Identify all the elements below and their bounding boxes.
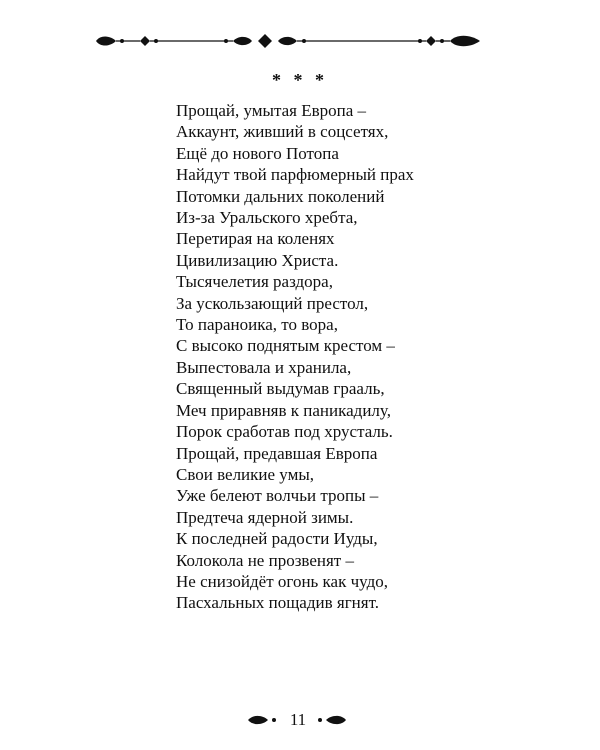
poem-line: С высоко поднятым крестом – — [176, 336, 395, 356]
poem-line: Порок сработав под хрусталь. — [176, 422, 393, 442]
poem-line: За ускользающий престол, — [176, 293, 369, 313]
poem-line: Аккаунт, живший в соцсетях, — [176, 122, 389, 142]
poem-line: Потомки дальних поколений — [176, 186, 385, 206]
poem-line: Найдут твой парфюмерный прах — [176, 165, 414, 185]
poem-line: Священный выдумав грааль, — [176, 379, 385, 399]
poem-line: Не снизойдёт огонь как чудо, — [176, 571, 388, 591]
poem-line: Прощай, умытая Европа – — [176, 101, 367, 120]
poem-line: Из-за Уральского хребта, — [176, 208, 358, 228]
section-separator: * * * — [272, 70, 328, 90]
page-footer — [0, 708, 600, 732]
poem-line: То параноика, то вора, — [176, 315, 338, 335]
poem-line: Уже белеют волчьи тропы – — [176, 486, 379, 506]
poem-line: Свои великие умы, — [176, 464, 315, 484]
poem-line: Перетирая на коленях — [176, 229, 335, 249]
poem-line: Предтеча ядерной зимы. — [176, 507, 354, 527]
decorative-flourish-icon — [246, 711, 278, 729]
poem-line: Прощай, предавшая Европа — [176, 443, 378, 463]
decorative-rule-icon — [92, 28, 492, 54]
poem-line: К последней радости Иуды, — [176, 529, 378, 549]
page-number: 11 — [289, 710, 307, 729]
poem-line: Пасхальных пощадив ягнят. — [176, 593, 379, 613]
poem-line: Выпестовала и хранила, — [176, 357, 352, 377]
poem-line: Цивилизацию Христа. — [176, 250, 339, 270]
poem-line: Ещё до нового Потопа — [176, 143, 339, 163]
decorative-flourish-icon — [316, 711, 348, 729]
poem-body — [176, 100, 516, 614]
poem-line: Тысячелетия раздора, — [176, 272, 333, 292]
poem-line: Меч приравняв к паникадилу, — [176, 400, 391, 420]
poem-line: Колокола не прозвенят – — [176, 550, 354, 570]
